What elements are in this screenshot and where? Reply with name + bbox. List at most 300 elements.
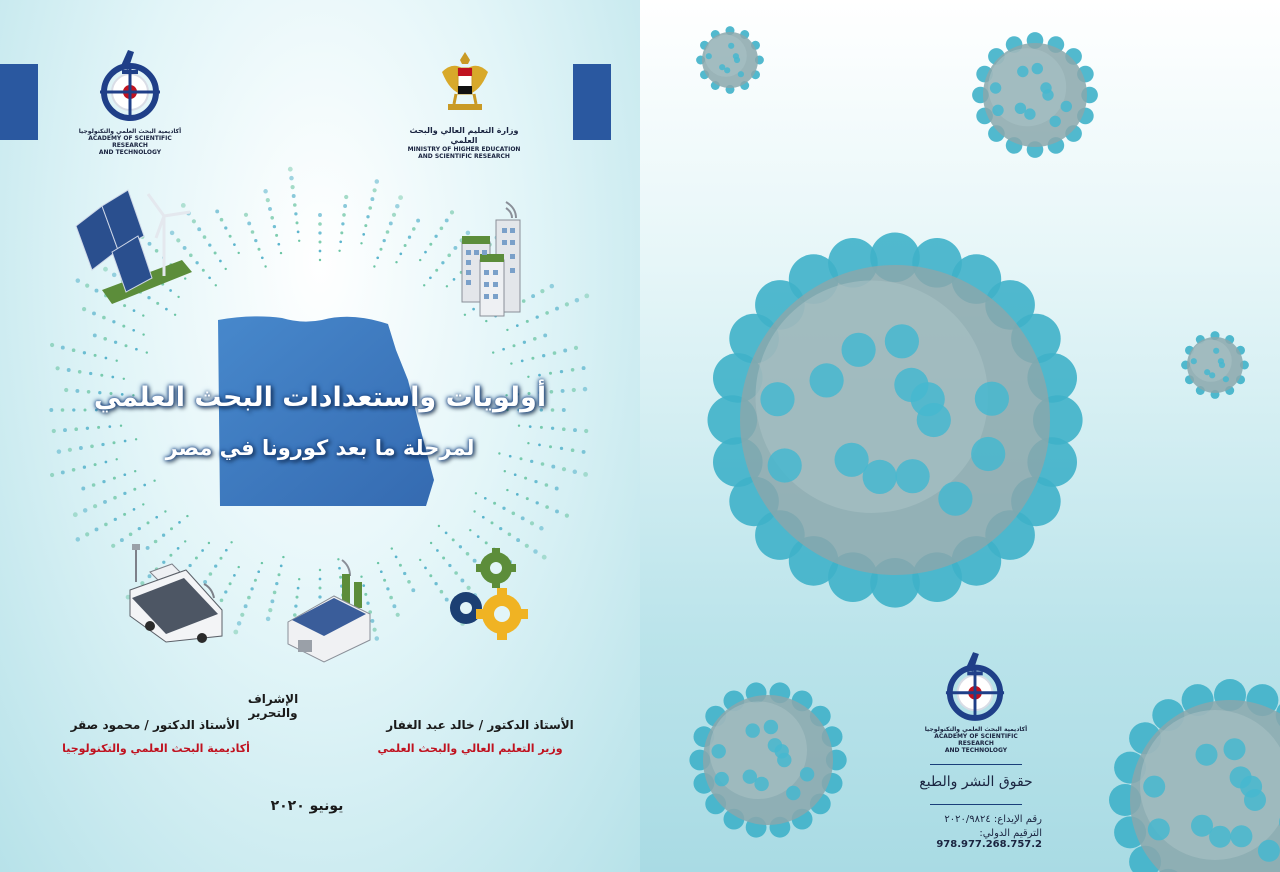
ray-dot — [389, 221, 393, 225]
ray-dot — [83, 351, 86, 354]
ray-dot — [132, 329, 135, 332]
ray-dot — [233, 630, 238, 635]
ray-dot — [261, 562, 263, 564]
ray-dot — [560, 370, 563, 373]
ray-dot — [49, 408, 53, 412]
ray-dot — [92, 483, 96, 487]
ray-dot — [202, 269, 205, 272]
ray-dot — [147, 521, 150, 524]
ray-dot — [57, 449, 62, 454]
ray-dot — [377, 562, 379, 564]
ray-dot — [94, 354, 97, 357]
virus-particle-icon — [708, 232, 1083, 607]
ray-dot — [319, 241, 322, 244]
ray-dot — [266, 617, 271, 622]
ray-dot — [383, 239, 386, 242]
ray-dot — [416, 219, 420, 223]
ray-dot — [288, 167, 293, 172]
ray-dot — [469, 529, 471, 531]
ray-dot — [142, 503, 144, 505]
ray-dot — [103, 500, 107, 504]
ray-dot — [362, 233, 365, 236]
ray-dot — [583, 387, 588, 392]
front-ministry-en-2: AND SCIENTIFIC RESEARCH — [418, 153, 510, 160]
ray-dot — [542, 555, 547, 560]
virus-particle-icon — [689, 682, 846, 837]
ray-dot — [108, 425, 111, 428]
ray-dot — [485, 541, 488, 544]
ray-dot — [529, 425, 532, 428]
electric-bus-icon — [126, 542, 226, 646]
virus-particle-icon — [696, 26, 764, 94]
ray-dot — [434, 235, 437, 238]
ray-dot — [263, 189, 268, 194]
ray-dot — [153, 480, 155, 482]
copyright-top-line — [930, 764, 1022, 765]
ray-dot — [247, 221, 251, 225]
ray-dot — [553, 351, 557, 355]
person1-name: الأستاذ الدكتور / خالد عبد الغفار — [386, 718, 574, 732]
ray-dot — [297, 231, 300, 234]
ray-dot — [208, 276, 211, 279]
isbn-value: 978.977.268.757.2 — [936, 839, 1042, 850]
ray-dot — [344, 195, 348, 199]
ray-dot — [368, 206, 372, 210]
front-ministry-en-1: MINISTRY OF HIGHER EDUCATION — [407, 146, 521, 153]
ray-dot — [392, 604, 396, 608]
ray-dot — [214, 252, 217, 255]
ray-dot — [395, 556, 398, 559]
ray-dot — [113, 496, 117, 500]
ray-dot — [111, 544, 115, 548]
ray-dot — [571, 368, 575, 372]
ray-dot — [502, 507, 505, 510]
solar-wind-icon — [72, 180, 196, 310]
ray-dot — [319, 259, 321, 261]
ray-dot — [407, 580, 411, 584]
ray-dot — [197, 227, 201, 231]
ray-dot — [342, 213, 346, 217]
ray-dot — [440, 227, 444, 231]
ray-dot — [104, 523, 108, 527]
ray-dot — [539, 526, 544, 531]
ray-dot — [275, 582, 278, 585]
ray-dot — [74, 427, 78, 431]
ray-dot — [542, 354, 545, 357]
ray-dot — [366, 215, 369, 218]
ray-dot — [341, 222, 344, 225]
ray-dot — [291, 185, 295, 189]
ray-dot — [574, 346, 578, 350]
back-academy-en-1: ACADEMY OF SCIENTIFIC RESEARCH — [934, 733, 1018, 747]
ray-dot — [526, 320, 529, 323]
ray-dot — [111, 376, 114, 379]
ray-dot — [268, 207, 272, 211]
ray-dot — [125, 344, 128, 347]
ray-dot — [340, 231, 343, 234]
ray-dot — [116, 360, 118, 362]
ray-dot — [430, 542, 432, 544]
ray-dot — [102, 316, 106, 320]
ray-dot — [114, 341, 117, 344]
ray-dot — [526, 497, 529, 500]
ray-dot — [318, 222, 322, 226]
front-academy-ar: أكاديمية البحث العلمي والتكنولوجيا — [78, 128, 182, 135]
ray-dot — [429, 276, 432, 279]
ray-dot — [133, 508, 136, 511]
ray-dot — [424, 567, 427, 570]
ray-dot — [72, 348, 76, 352]
ray-dot — [484, 497, 487, 500]
ray-dot — [114, 518, 117, 521]
ray-dot — [563, 349, 567, 353]
ray-dot — [258, 248, 261, 251]
ray-dot — [411, 588, 415, 592]
ray-dot — [237, 621, 242, 626]
cover-title-line1: أولويات واستعدادات البحث العلمي — [93, 382, 547, 413]
ray-dot — [424, 251, 427, 254]
ray-dot — [434, 582, 437, 585]
ray-dot — [92, 311, 96, 315]
ray-dot — [73, 512, 78, 517]
ray-dot — [270, 216, 274, 220]
ray-dot — [103, 337, 107, 341]
cover-title-line2: لمرحلة ما بعد كورونا في مصر — [165, 436, 475, 460]
ray-dot — [76, 537, 81, 542]
ray-dot — [364, 224, 367, 227]
ray-dot — [105, 357, 108, 360]
back-cover — [640, 0, 1280, 872]
ray-dot — [250, 587, 253, 590]
ray-dot — [565, 302, 569, 306]
ray-dot — [277, 243, 280, 246]
ray-dot — [386, 230, 390, 234]
virus-particle-icon — [1109, 679, 1280, 872]
ray-dot — [445, 218, 449, 222]
ray-dot — [52, 429, 56, 433]
ray-dot — [531, 294, 535, 298]
ray-dot — [97, 426, 100, 429]
ray-dot — [506, 489, 508, 491]
ray-dot — [445, 532, 448, 535]
ray-dot — [296, 221, 299, 224]
ray-dot — [83, 466, 86, 469]
ray-dot — [530, 521, 534, 525]
ray-dot — [584, 294, 589, 299]
ray-dot — [398, 195, 403, 200]
ray-dot — [516, 493, 519, 496]
ray-dot — [380, 570, 383, 573]
copyright-bottom-line — [930, 804, 1022, 805]
ray-dot — [186, 515, 188, 517]
ray-dot — [530, 460, 533, 463]
ray-dot — [404, 244, 407, 247]
ray-dot — [61, 346, 65, 350]
ray-dot — [555, 509, 559, 513]
ray-dot — [264, 265, 266, 267]
ray-dot — [289, 176, 294, 181]
ray-dot — [536, 315, 539, 318]
ray-dot — [143, 484, 146, 487]
ray-dot — [254, 579, 257, 582]
ray-dot — [453, 246, 457, 250]
ray-dot — [129, 533, 133, 537]
ray-dot — [238, 252, 240, 254]
ray-dot — [50, 343, 54, 347]
ray-dot — [423, 284, 425, 286]
ray-dot — [220, 218, 224, 222]
virus-particle-icon — [972, 32, 1098, 158]
ray-dot — [514, 473, 517, 476]
ray-dot — [229, 235, 232, 238]
ray-dot — [280, 252, 282, 254]
ray-dot — [233, 574, 236, 577]
ray-dot — [551, 465, 555, 469]
ray-dot — [56, 366, 60, 370]
ray-dot — [518, 425, 520, 427]
ray-dot — [251, 230, 255, 234]
ray-dot — [504, 470, 506, 472]
ray-dot — [582, 450, 586, 454]
ray-dot — [392, 213, 396, 217]
ray-dot — [575, 298, 580, 303]
ray-dot — [492, 351, 494, 353]
ray-dot — [555, 487, 559, 491]
ray-dot — [208, 243, 211, 246]
ray-dot — [370, 197, 374, 201]
ray-dot — [146, 351, 148, 353]
ray-dot — [533, 337, 537, 341]
ray-dot — [229, 582, 232, 585]
supervision-label: الإشراف والتحرير — [247, 692, 299, 720]
ray-dot — [383, 579, 386, 582]
ray-dot — [376, 256, 379, 259]
ray-dot — [244, 604, 248, 608]
person2-title: أكاديمية البحث العلمي والتكنولوجيا — [62, 742, 250, 755]
ray-dot — [294, 212, 297, 215]
ray-dot — [338, 250, 340, 252]
ray-dot — [573, 428, 577, 432]
ray-dot — [440, 590, 444, 594]
ray-dot — [319, 250, 322, 253]
ray-dot — [446, 285, 448, 287]
front-ministry-ar: وزارة التعليم العالي والبحث العلمي — [409, 126, 519, 145]
ray-dot — [450, 210, 454, 214]
ray-dot — [412, 227, 416, 231]
ray-dot — [499, 527, 502, 530]
ray-dot — [436, 549, 439, 552]
ray-dot — [502, 348, 505, 351]
ray-dot — [94, 463, 97, 466]
ray-dot — [512, 512, 516, 516]
ray-dot — [278, 573, 281, 576]
ray-dot — [447, 254, 451, 258]
ray-dot — [534, 480, 537, 483]
ray-dot — [162, 534, 165, 537]
ray-dot — [583, 472, 588, 477]
ray-dot — [89, 372, 92, 375]
ray-dot — [93, 333, 97, 337]
ray-dot — [453, 278, 456, 281]
ray-dot — [105, 461, 108, 464]
ray-dot — [174, 314, 176, 316]
ray-dot — [219, 260, 222, 263]
ray-dot — [138, 527, 141, 530]
ray-dot — [408, 236, 411, 239]
ray-dot — [72, 468, 76, 472]
ray-dot — [485, 320, 487, 322]
ray-dot — [513, 344, 516, 347]
ray-dot — [102, 480, 105, 483]
ray-dot — [224, 226, 227, 229]
back-academy-ar: أكاديمية البحث العلمي والتكنولوجيا — [924, 726, 1028, 733]
ray-dot — [533, 549, 538, 554]
ray-dot — [373, 188, 377, 192]
ray-dot — [403, 572, 406, 575]
ray-dot — [565, 514, 569, 518]
ray-dot — [510, 362, 512, 364]
ray-dot — [215, 284, 217, 286]
ray-dot — [540, 289, 544, 293]
ray-dot — [268, 608, 272, 612]
ray-dot — [298, 240, 300, 242]
person2-name: الأستاذ الدكتور / محمود صقر — [70, 718, 240, 732]
ray-dot — [247, 596, 251, 600]
ray-dot — [93, 504, 97, 508]
ray-dot — [550, 284, 555, 289]
ray-dot — [120, 425, 122, 427]
ray-dot — [142, 333, 144, 335]
ray-dot — [273, 225, 276, 228]
ray-dot — [318, 231, 321, 234]
deposit-number: رقم الإيداع: ٢٠٢٠/٩٨٢٤ — [944, 814, 1042, 825]
front-academy-en-1: ACADEMY OF SCIENTIFIC RESEARCH — [88, 135, 172, 149]
ray-dot — [477, 535, 480, 538]
ray-dot — [482, 516, 485, 519]
ray-dot — [123, 378, 125, 380]
ray-dot — [343, 204, 347, 208]
ray-dot — [280, 565, 283, 568]
ray-dot — [399, 253, 402, 256]
ray-dot — [81, 487, 85, 491]
ray-dot — [441, 261, 444, 264]
ray-dot — [527, 376, 529, 378]
front-academy-en-2: AND TECHNOLOGY — [98, 149, 162, 156]
ray-dot — [112, 320, 115, 323]
ray-dot — [571, 448, 575, 452]
back-academy-caption — [916, 726, 1036, 754]
factory-icon — [284, 556, 374, 666]
ray-dot — [419, 559, 421, 561]
ray-dot — [122, 325, 125, 328]
ray-dot — [203, 235, 207, 239]
ray-dot — [536, 501, 539, 504]
ray-dot — [541, 462, 545, 466]
ray-dot — [389, 596, 393, 600]
ray-dot — [86, 427, 89, 430]
ray-dot — [95, 527, 99, 531]
ray-dot — [545, 505, 549, 509]
ray-dot — [549, 372, 552, 375]
ray-dot — [170, 527, 173, 530]
ray-dot — [266, 198, 270, 202]
ray-dot — [380, 248, 383, 251]
ray-dot — [438, 525, 440, 527]
ray-dot — [85, 532, 89, 536]
ray-dot — [429, 574, 432, 577]
ray-dot — [257, 570, 260, 573]
ray-dot — [521, 516, 525, 520]
virus-particle-icon — [1181, 331, 1249, 399]
ray-dot — [475, 492, 477, 494]
ray-dot — [123, 513, 126, 516]
ray-dot — [164, 510, 166, 512]
ray-dot — [562, 427, 566, 431]
ray-dot — [560, 447, 563, 450]
ray-dot — [50, 473, 54, 477]
ray-dot — [419, 259, 421, 261]
ray-dot — [83, 508, 88, 513]
ray-dot — [555, 307, 559, 311]
ray-dot — [493, 502, 496, 505]
ray-dot — [215, 209, 219, 213]
ray-dot — [293, 203, 297, 207]
ray-dot — [506, 329, 508, 331]
ray-dot — [395, 261, 397, 263]
ray-dot — [78, 370, 82, 374]
ray-dot — [545, 483, 549, 487]
ray-dot — [473, 510, 475, 512]
ray-dot — [61, 470, 65, 474]
ray-dot — [429, 243, 432, 246]
ray-dot — [244, 213, 248, 217]
copyright-label: حقوق النشر والطبع — [919, 774, 1033, 790]
ray-dot — [254, 239, 257, 242]
ray-dot — [142, 314, 144, 316]
ray-dot — [508, 533, 512, 537]
ray-dot — [375, 179, 380, 184]
gears-icon — [446, 546, 528, 642]
ray-dot — [233, 243, 236, 246]
ray-dot — [275, 234, 278, 237]
ray-dot — [538, 374, 541, 377]
ray-dot — [491, 521, 494, 524]
ray-dot — [452, 538, 455, 541]
ray-dot — [543, 333, 547, 337]
ray-dot — [523, 341, 526, 344]
ray-dot — [540, 426, 543, 429]
ray-dot — [442, 557, 445, 560]
ray-dot — [360, 242, 362, 244]
ray-dot — [573, 470, 578, 475]
ray-dot — [273, 591, 277, 595]
ray-dot — [155, 516, 158, 519]
back-academy-en-2: AND TECHNOLOGY — [944, 747, 1008, 754]
ray-dot — [113, 477, 116, 480]
ray-dot — [339, 240, 342, 243]
ray-dot — [120, 538, 124, 542]
ray-dot — [238, 566, 240, 568]
ray-dot — [562, 467, 566, 471]
ray-dot — [531, 357, 534, 360]
ray-dot — [516, 324, 519, 327]
ray-dot — [375, 636, 380, 641]
ray-dot — [373, 265, 375, 267]
ray-dot — [396, 613, 400, 617]
ray-dot — [133, 488, 136, 491]
smart-buildings-icon — [458, 198, 528, 320]
ray-dot — [270, 599, 274, 603]
